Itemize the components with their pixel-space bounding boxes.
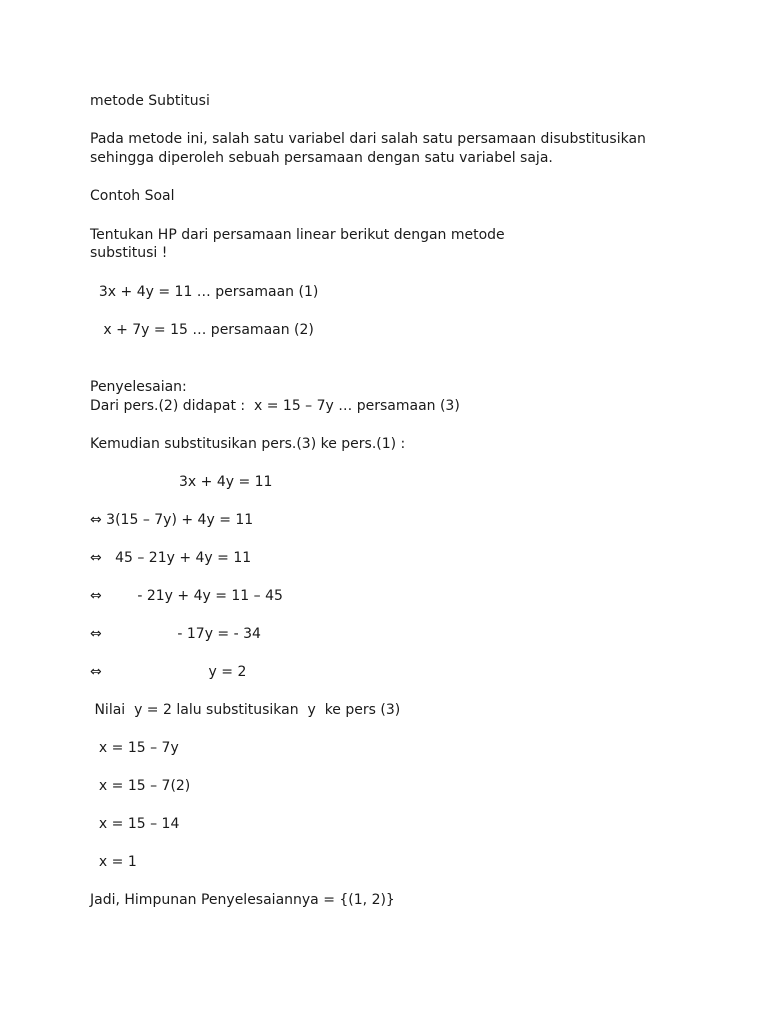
derivation-line: ⇔ 3(15 – 7y) + 4y = 11 — [90, 512, 254, 528]
derivation-line: 3x + 4y = 11 — [90, 474, 273, 490]
derivation-line: ⇔ 45 – 21y + 4y = 11 — [90, 550, 252, 566]
solution-heading: Penyelesaian: — [90, 379, 187, 395]
example-heading: Contoh Soal — [90, 188, 175, 204]
question-line-2: substitusi ! — [90, 245, 168, 261]
conclusion: Jadi, Himpunan Penyelesaiannya = {(1, 2)} — [90, 892, 395, 908]
x-step-line: x = 1 — [90, 854, 137, 870]
intro-line-1: Pada metode ini, salah satu variabel dari salah satu persamaan disubstitusikan — [90, 131, 646, 147]
document-title: metode Subtitusi — [90, 93, 210, 109]
derivation-line: ⇔ y = 2 — [90, 664, 247, 680]
intro-line-2: sehingga diperoleh sebuah persamaan dengan satu variabel saja. — [90, 150, 553, 166]
equation-2: x + 7y = 15 … persamaan (2) — [90, 322, 314, 338]
derivation-line: ⇔ - 21y + 4y = 11 – 45 — [90, 588, 283, 604]
question-line-1: Tentukan HP dari persamaan linear berikut dengan metode — [90, 227, 505, 243]
step-y-value: Nilai y = 2 lalu substitusikan y ke pers (3) — [90, 702, 401, 718]
x-step-line: x = 15 – 7y — [90, 740, 179, 756]
x-step-line: x = 15 – 14 — [90, 816, 180, 832]
derivation-line: ⇔ - 17y = - 34 — [90, 626, 261, 642]
equation-1: 3x + 4y = 11 … persamaan (1) — [90, 284, 319, 300]
step-substitute: Kemudian substitusikan pers.(3) ke pers.(1) : — [90, 436, 406, 452]
x-step-line: x = 15 – 7(2) — [90, 778, 191, 794]
step-from-eq2: Dari pers.(2) didapat : x = 15 – 7y … persamaan (3) — [90, 398, 460, 414]
